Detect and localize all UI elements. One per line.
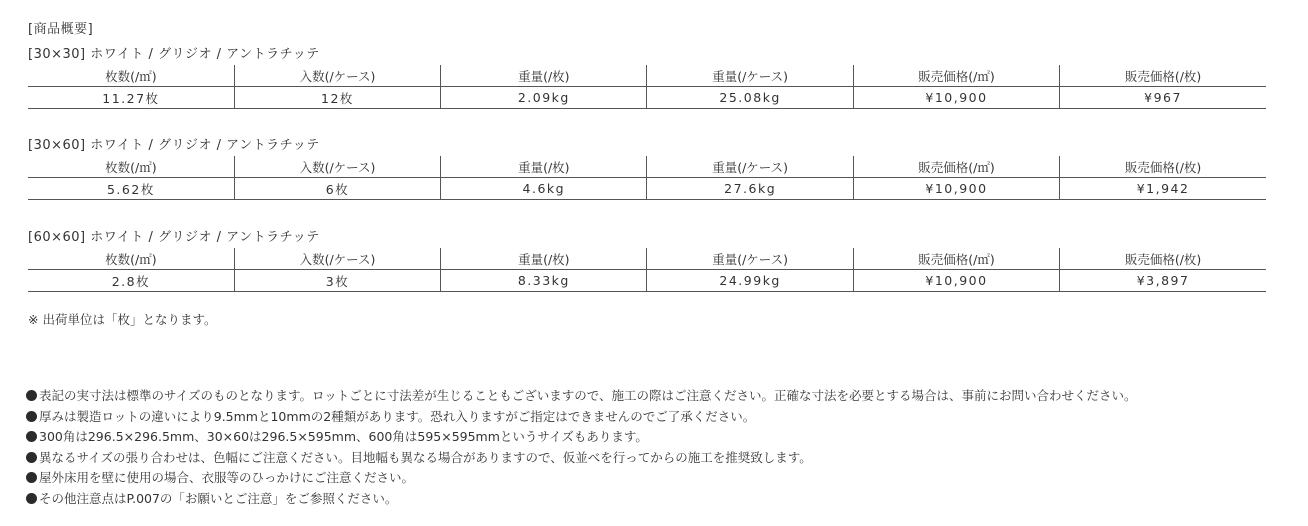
table-header-row (28, 65, 1266, 87)
list-item (26, 448, 1137, 469)
cell-price-per-piece: ¥1,942 (1060, 178, 1266, 200)
bullet-dot-icon (26, 472, 37, 483)
cell-price-per-piece: ¥967 (1060, 87, 1266, 109)
header-price-per-sqm: 販売価格(/㎡) (853, 65, 1059, 87)
bullet-dot-icon (26, 431, 37, 442)
cell-weight-per-case: 27.6kg (647, 178, 853, 200)
bullet-dot-icon (26, 390, 37, 401)
cell-pieces-per-sqm: 11.27枚 (28, 87, 234, 109)
bullet-dot-icon (26, 493, 37, 504)
table-row (28, 270, 1266, 292)
section-label-30x60: [30×60] ホワイト / グリジオ / アントラチッテ (28, 138, 320, 153)
header-price-per-sqm: 販売価格(/㎡) (853, 156, 1059, 178)
spec-table-30x60 (28, 156, 1266, 200)
list-item (26, 407, 1137, 428)
cell-weight-per-piece: 8.33kg (441, 270, 647, 292)
header-weight-per-case: 重量(/ケース) (647, 65, 853, 87)
table-header-row (28, 156, 1266, 178)
bullet-dot-icon (26, 411, 37, 422)
header-pieces-per-case: 入数(/ケース) (234, 65, 440, 87)
header-weight-per-piece: 重量(/枚) (441, 248, 647, 270)
cell-price-per-sqm: ¥10,900 (853, 178, 1059, 200)
list-item (26, 427, 1137, 448)
table-row (28, 178, 1266, 200)
header-pieces-per-sqm: 枚数(/㎡) (28, 65, 234, 87)
summary-title: [商品概要] (28, 22, 94, 37)
cell-pieces-per-case: 3枚 (234, 270, 440, 292)
spec-table-60x60 (28, 248, 1266, 292)
cell-pieces-per-case: 6枚 (234, 178, 440, 200)
cell-price-per-sqm: ¥10,900 (853, 270, 1059, 292)
header-weight-per-piece: 重量(/枚) (441, 156, 647, 178)
header-weight-per-case: 重量(/ケース) (647, 248, 853, 270)
note-text: 異なるサイズの張り合わせは、色幅にご注意ください。目地幅も異なる場合がありますので、仮並べを行ってからの施工を推奨致します。 (39, 449, 812, 465)
cell-pieces-per-case: 12枚 (234, 87, 440, 109)
table-row (28, 87, 1266, 109)
cell-pieces-per-sqm: 2.8枚 (28, 270, 234, 292)
note-text: 屋外床用を壁に使用の場合、衣服等のひっかけにご注意ください。 (39, 470, 415, 486)
spec-table-30x30 (28, 65, 1266, 109)
note-text: 表記の実寸法は標準のサイズのものとなります。ロットごとに寸法差が生じることもございますので、施工の際はご注意ください。正確な寸法を必要とする場合は、事前にお問い合わせください。 (39, 388, 1137, 403)
table-header-row (28, 248, 1266, 270)
cell-weight-per-piece: 4.6kg (441, 178, 647, 200)
header-weight-per-case: 重量(/ケース) (647, 156, 853, 178)
list-item (26, 468, 1137, 489)
bullet-dot-icon (26, 452, 37, 463)
section-label-60x60: [60×60] ホワイト / グリジオ / アントラチッテ (28, 230, 320, 245)
cell-weight-per-piece: 2.09kg (441, 87, 647, 109)
header-price-per-piece: 販売価格(/枚) (1060, 65, 1266, 87)
cell-price-per-piece: ¥3,897 (1060, 270, 1266, 292)
header-pieces-per-sqm: 枚数(/㎡) (28, 156, 234, 178)
header-pieces-per-case: 入数(/ケース) (234, 248, 440, 270)
list-item (26, 386, 1137, 407)
header-pieces-per-sqm: 枚数(/㎡) (28, 248, 234, 270)
header-price-per-sqm: 販売価格(/㎡) (853, 248, 1059, 270)
note-text: 300角は296.5×296.5mm、30×60は296.5×595mm、600角は595×595mmというサイズもあります。 (39, 429, 648, 445)
header-price-per-piece: 販売価格(/枚) (1060, 248, 1266, 270)
cell-weight-per-case: 24.99kg (647, 270, 853, 292)
caution-list (26, 386, 1137, 510)
shipping-unit-note: ※ 出荷単位は「枚」となります。 (28, 312, 217, 327)
header-price-per-piece: 販売価格(/枚) (1060, 156, 1266, 178)
list-item (26, 489, 1137, 510)
cell-price-per-sqm: ¥10,900 (853, 87, 1059, 109)
note-text: 厚みは製造ロットの違いにより9.5mmと10mmの2種類があります。恐れ入りますがご指定はできませんのでご了承ください。 (39, 408, 756, 424)
cell-weight-per-case: 25.08kg (647, 87, 853, 109)
note-text: その他注意点はP.007の「お願いとご注意」をご参照ください。 (39, 490, 398, 506)
cell-pieces-per-sqm: 5.62枚 (28, 178, 234, 200)
section-label-30x30: [30×30] ホワイト / グリジオ / アントラチッテ (28, 47, 320, 62)
header-pieces-per-case: 入数(/ケース) (234, 156, 440, 178)
header-weight-per-piece: 重量(/枚) (441, 65, 647, 87)
